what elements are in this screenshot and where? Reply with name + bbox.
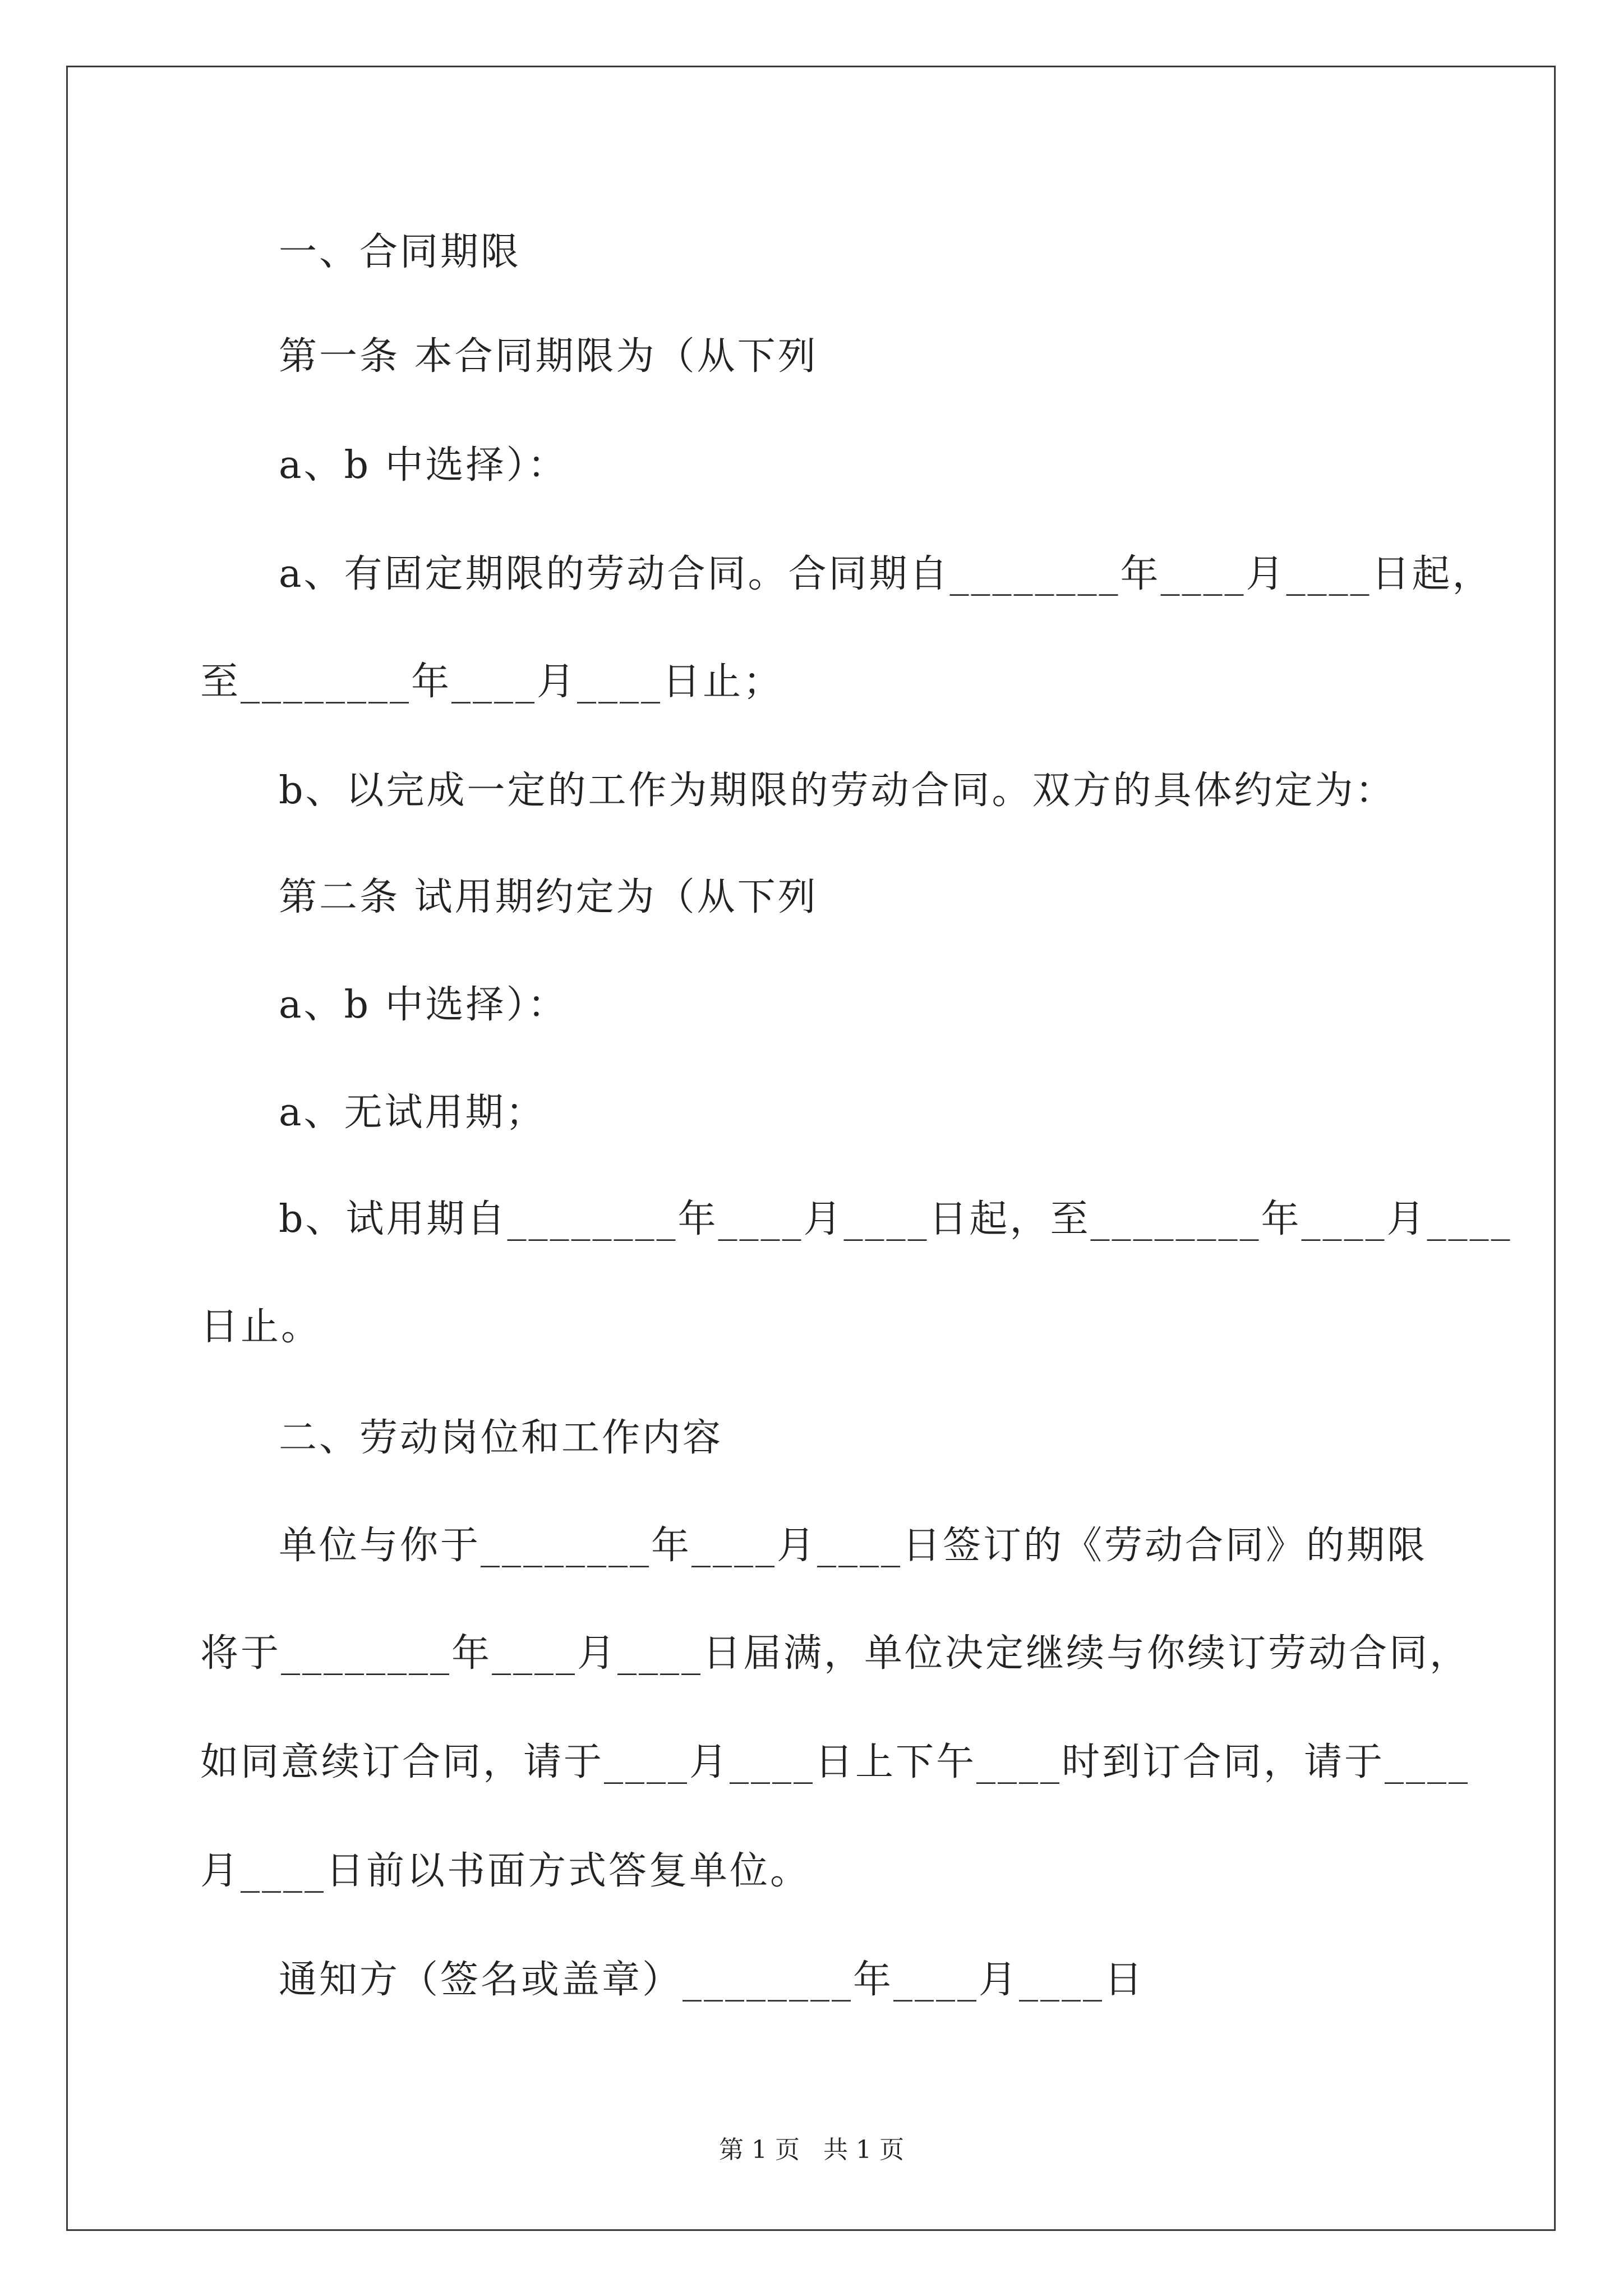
option-a-fixed-term-line: a、有固定期限的劳动合同。合同期自________年____月____日起， xyxy=(279,552,1493,596)
section-heading-contract-term: 一、合同期限 xyxy=(279,230,522,274)
page-footer: 第 1 页 共 1 页 xyxy=(719,2136,904,2164)
option-b-probation-end-line: 日止。 xyxy=(200,1305,322,1349)
article-two-choice-line: a、b 中选择）： xyxy=(279,983,568,1027)
article-two-line: 第二条 试用期约定为（从下列 xyxy=(279,875,818,919)
signature-line: 通知方（签名或盖章）________年____月____日 xyxy=(279,1958,1145,2002)
section-heading-job-position: 二、劳动岗位和工作内容 xyxy=(279,1416,723,1460)
option-b-task-term-line: b、以完成一定的工作为期限的劳动合同。双方的具体约定为： xyxy=(279,769,1396,813)
article-one-choice-line: a、b 中选择）： xyxy=(279,443,568,487)
notice-paragraph-line-4: 月____日前以书面方式答复单位。 xyxy=(200,1849,811,1893)
notice-paragraph-line-2: 将于________年____月____日届满，单位决定继续与你续订劳动合同， xyxy=(200,1631,1470,1676)
page-border xyxy=(66,66,1556,2231)
option-b-probation-line: b、试用期自________年____月____日起，至________年____月____ xyxy=(279,1197,1513,1241)
notice-paragraph-line-1: 单位与你于________年____月____日签订的《劳动合同》的期限 xyxy=(279,1524,1428,1568)
option-a-no-probation-line: a、无试用期； xyxy=(279,1091,546,1135)
notice-paragraph-line-3: 如同意续订合同，请于____月____日上下午____时到订合同，请于____ xyxy=(200,1740,1470,1784)
option-a-fixed-term-end-line: 至________年____月____日止； xyxy=(200,660,784,704)
article-one-line: 第一条 本合同期限为（从下列 xyxy=(279,334,818,379)
